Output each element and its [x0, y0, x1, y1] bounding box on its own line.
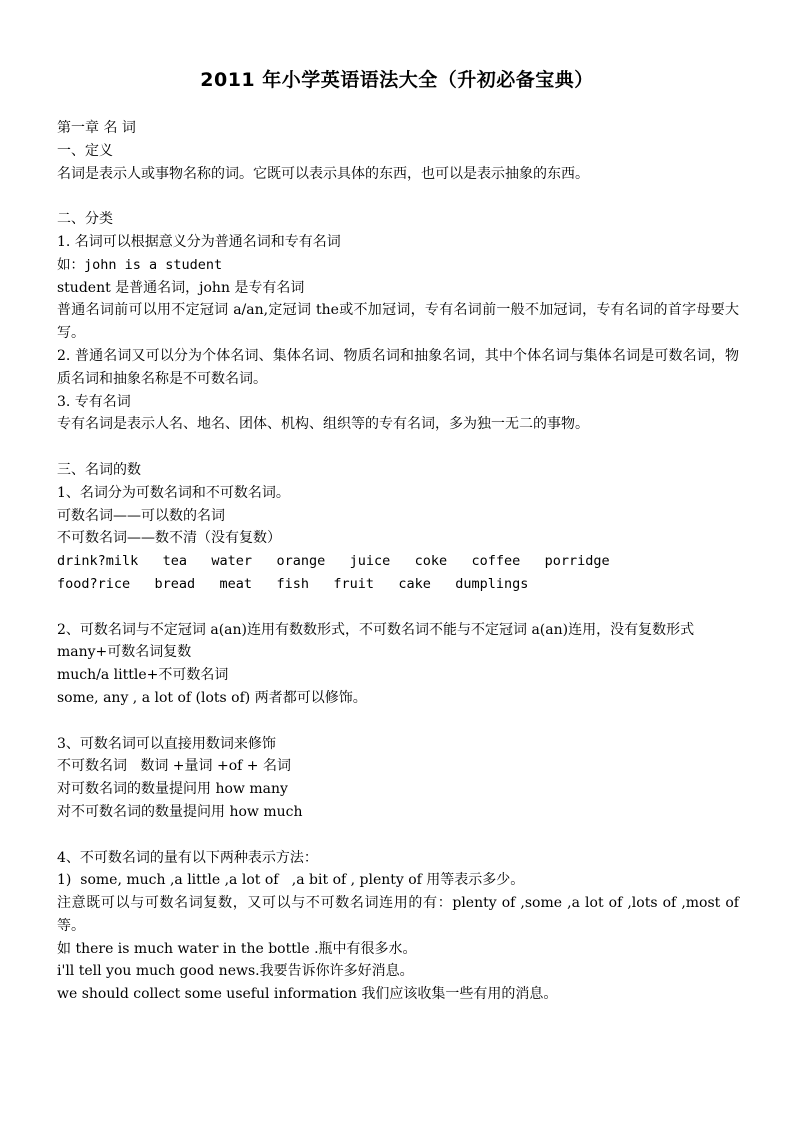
example-explanation: student 是普通名词，john 是专有名词: [57, 279, 305, 296]
drink-word-list: drink?milk tea water orange juice coke coffee porridge: [57, 553, 610, 570]
how-many-rule: 对可数名词的数量提问用 how many: [57, 781, 288, 798]
quantity-method-1: 1) some, much ,a little ,a lot of ,a bit of , plenty of 用等表示多少。: [57, 872, 525, 889]
section-heading-classification: 二、分类: [57, 211, 113, 228]
uncountable-formula: 不可数名词 数词 +量词 +of + 名词: [57, 758, 291, 775]
document-title: 2011 年小学英语语法大全（升初必备宝典）: [200, 69, 594, 91]
example-news: i'll tell you much good news.我要告诉你许多好消息。: [57, 963, 414, 980]
countable-definition: 可数名词——可以数的名词: [57, 507, 225, 524]
definition-text: 名词是表示人或事物名称的词。它既可以表示具体的东西，也可以是表示抽象的东西。: [57, 165, 589, 182]
chapter-heading: 第一章 名 词: [57, 120, 136, 136]
some-any-rule: some, any , a lot of (lots of) 两者都可以修饰。: [57, 689, 367, 706]
blank-line: [57, 710, 739, 733]
number-point-3: 3、可数名词可以直接用数词来修饰: [57, 735, 276, 752]
number-point-1: 1、名词分为可数名词和不可数名词。: [57, 484, 290, 501]
blank-line: [57, 596, 739, 619]
number-point-2: 2、可数名词与不定冠词 a(an)连用有数数形式，不可数名词不能与不定冠词 a(an)连用，没有复数形式: [57, 621, 695, 638]
example-water: 如 there is much water in the bottle .瓶中有很多水。: [57, 940, 417, 957]
classification-point-1: 1. 名词可以根据意义分为普通名词和专有名词: [57, 233, 341, 250]
blank-line: [57, 436, 739, 459]
blank-line: [57, 185, 739, 208]
example-information: we should collect some useful information 我们应该收集一些有用的消息。: [57, 986, 558, 1003]
much-rule: much/a little+不可数名词: [57, 667, 229, 684]
uncountable-definition: 不可数名词——数不清（没有复数）: [57, 530, 281, 547]
document-body: [57, 117, 739, 1006]
blank-line: [57, 824, 739, 847]
how-much-rule: 对不可数名词的数量提问用 how much: [57, 803, 303, 820]
section-heading-definition: 一、定义: [57, 142, 113, 159]
proper-noun-definition: 专有名词是表示人名、地名、团体、机构、组织等的专有名词，多为独一无二的事物。: [57, 416, 589, 433]
section-heading-number: 三、名词的数: [57, 461, 141, 478]
food-word-list: food?rice bread meat fish fruit cake dumplings: [57, 575, 529, 592]
classification-point-3: 3. 专有名词: [57, 393, 131, 410]
article-rule-text: 普通名词前可以用不定冠词 a/an,定冠词 the或不加冠词，专有名词前一般不加冠词，专有名词的首字母要大写。: [57, 302, 739, 342]
note-text: 注意既可以与可数名词复数，又可以与不可数名词连用的有：plenty of ,some ,a lot of ,lots of ,most of 等。: [57, 895, 739, 934]
many-rule: many+可数名词复数: [57, 644, 192, 661]
example-sentence: 如：john is a student: [57, 256, 223, 273]
classification-point-2: 2. 普通名词又可以分为个体名词、集体名词、物质名词和抽象名词，其中个体名词与集体名词是可数名词，物质名词和抽象名称是不可数名词。: [57, 347, 739, 387]
number-point-4: 4、不可数名词的量有以下两种表示方法：: [57, 849, 318, 866]
